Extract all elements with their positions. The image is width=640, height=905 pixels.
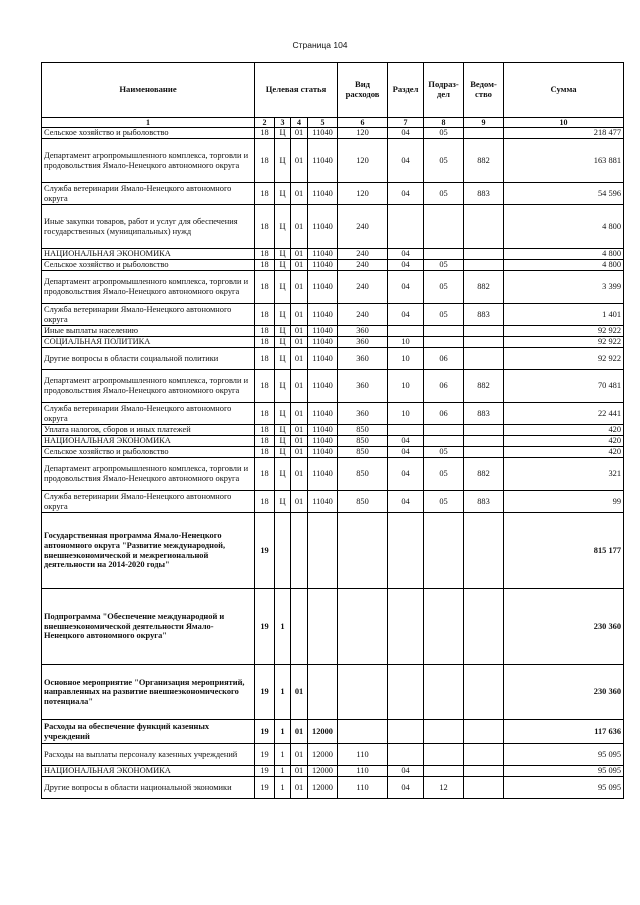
target-code-2: Ц — [275, 128, 291, 139]
budget-table — [41, 62, 624, 799]
target-code-2: 1 — [275, 589, 291, 665]
table-row — [42, 304, 624, 326]
amount: 92 922 — [504, 326, 624, 337]
target-code-3: 01 — [291, 128, 308, 139]
row-name: Основное мероприятие "Организация мероприятий, направленных на развитие внешнеэкономического потенциала" — [42, 665, 255, 720]
subsection-code: 05 — [424, 128, 464, 139]
target-code-2: Ц — [275, 436, 291, 447]
subsection-code: 05 — [424, 458, 464, 491]
column-number: 2 — [255, 118, 275, 128]
target-code-3: 01 — [291, 403, 308, 425]
amount: 92 922 — [504, 337, 624, 348]
column-number: 5 — [308, 118, 338, 128]
row-name: Департамент агропромышленного комплекса, торговли и продовольствия Ямало-Ненецкого автономного округа — [42, 370, 255, 403]
target-code-4: 11040 — [308, 326, 338, 337]
row-name: НАЦИОНАЛЬНАЯ ЭКОНОМИКА — [42, 766, 255, 777]
target-code-1: 19 — [255, 665, 275, 720]
target-code-1: 18 — [255, 326, 275, 337]
header-name: Наименование — [42, 63, 255, 118]
target-code-4: 11040 — [308, 249, 338, 260]
amount: 230 360 — [504, 665, 624, 720]
row-name: Департамент агропромышленного комплекса, торговли и продовольствия Ямало-Ненецкого автономного округа — [42, 271, 255, 304]
target-code-3: 01 — [291, 436, 308, 447]
table-row — [42, 249, 624, 260]
subsection-code — [424, 665, 464, 720]
target-code-1: 18 — [255, 128, 275, 139]
column-number: 4 — [291, 118, 308, 128]
subsection-code — [424, 326, 464, 337]
department-code: 883 — [464, 183, 504, 205]
section-code: 10 — [388, 348, 424, 370]
table-row — [42, 326, 624, 337]
section-code: 04 — [388, 447, 424, 458]
target-code-1: 18 — [255, 205, 275, 249]
row-name: Уплата налогов, сборов и иных платежей — [42, 425, 255, 436]
section-code: 04 — [388, 139, 424, 183]
subsection-code — [424, 513, 464, 589]
expense-type: 850 — [338, 425, 388, 436]
target-code-2: 1 — [275, 777, 291, 799]
expense-type: 120 — [338, 183, 388, 205]
expense-type: 360 — [338, 370, 388, 403]
target-code-1: 18 — [255, 183, 275, 205]
department-code — [464, 744, 504, 766]
section-code: 04 — [388, 766, 424, 777]
target-code-3: 01 — [291, 139, 308, 183]
department-code — [464, 205, 504, 249]
expense-type: 850 — [338, 458, 388, 491]
department-code — [464, 425, 504, 436]
row-name: Расходы на обеспечение функций казенных учреждений — [42, 720, 255, 744]
target-code-2: Ц — [275, 304, 291, 326]
department-code — [464, 513, 504, 589]
table-body — [42, 128, 624, 799]
table-row — [42, 589, 624, 665]
table-row — [42, 744, 624, 766]
row-name: Другие вопросы в области социальной политики — [42, 348, 255, 370]
target-code-2: Ц — [275, 403, 291, 425]
target-code-4: 11040 — [308, 183, 338, 205]
target-code-4: 11040 — [308, 458, 338, 491]
target-code-3: 01 — [291, 458, 308, 491]
expense-type — [338, 665, 388, 720]
department-code — [464, 777, 504, 799]
target-code-2: Ц — [275, 337, 291, 348]
target-code-1: 19 — [255, 744, 275, 766]
amount: 163 881 — [504, 139, 624, 183]
expense-type — [338, 589, 388, 665]
target-code-4: 12000 — [308, 720, 338, 744]
target-code-3: 01 — [291, 766, 308, 777]
section-code: 04 — [388, 249, 424, 260]
row-name: Иные закупки товаров, работ и услуг для обеспечения государственных (муниципальных) нужд — [42, 205, 255, 249]
table-row — [42, 260, 624, 271]
target-code-4 — [308, 513, 338, 589]
target-code-1: 19 — [255, 777, 275, 799]
column-number: 7 — [388, 118, 424, 128]
amount: 420 — [504, 436, 624, 447]
target-code-3: 01 — [291, 370, 308, 403]
target-code-2 — [275, 513, 291, 589]
subsection-code: 05 — [424, 183, 464, 205]
target-code-3: 01 — [291, 348, 308, 370]
subsection-code — [424, 205, 464, 249]
column-number: 3 — [275, 118, 291, 128]
target-code-1: 19 — [255, 513, 275, 589]
row-name: Иные выплаты населению — [42, 326, 255, 337]
row-name: Расходы на выплаты персоналу казенных учреждений — [42, 744, 255, 766]
section-code — [388, 665, 424, 720]
target-code-2: Ц — [275, 271, 291, 304]
amount: 3 399 — [504, 271, 624, 304]
expense-type: 850 — [338, 447, 388, 458]
target-code-4: 11040 — [308, 370, 338, 403]
header-type: Вид расходов — [338, 63, 388, 118]
department-code — [464, 249, 504, 260]
subsection-code — [424, 766, 464, 777]
subsection-code — [424, 337, 464, 348]
target-code-1: 18 — [255, 370, 275, 403]
expense-type — [338, 720, 388, 744]
section-code: 04 — [388, 128, 424, 139]
target-code-4: 11040 — [308, 348, 338, 370]
table-row — [42, 370, 624, 403]
target-code-2: Ц — [275, 458, 291, 491]
subsection-code — [424, 589, 464, 665]
section-code: 10 — [388, 403, 424, 425]
column-number: 8 — [424, 118, 464, 128]
target-code-4: 11040 — [308, 403, 338, 425]
subsection-code: 05 — [424, 260, 464, 271]
target-code-4: 11040 — [308, 205, 338, 249]
amount: 218 477 — [504, 128, 624, 139]
department-code — [464, 128, 504, 139]
amount: 4 800 — [504, 260, 624, 271]
table-row — [42, 777, 624, 799]
subsection-code: 06 — [424, 403, 464, 425]
target-code-4: 11040 — [308, 128, 338, 139]
target-code-3: 01 — [291, 304, 308, 326]
target-code-3: 01 — [291, 183, 308, 205]
section-code: 04 — [388, 777, 424, 799]
section-code — [388, 425, 424, 436]
header-sum: Сумма — [504, 63, 624, 118]
section-code: 04 — [388, 458, 424, 491]
section-code: 10 — [388, 370, 424, 403]
department-code: 882 — [464, 458, 504, 491]
target-code-1: 18 — [255, 491, 275, 513]
section-code — [388, 720, 424, 744]
department-code — [464, 348, 504, 370]
row-name: Подпрограмма "Обеспечение международной и внешнеэкономической деятельности Ямало-Ненецкого автономного округа" — [42, 589, 255, 665]
section-code: 10 — [388, 337, 424, 348]
target-code-3: 01 — [291, 777, 308, 799]
row-name: Департамент агропромышленного комплекса, торговли и продовольствия Ямало-Ненецкого автономного округа — [42, 139, 255, 183]
expense-type: 360 — [338, 326, 388, 337]
target-code-3: 01 — [291, 744, 308, 766]
target-code-3: 01 — [291, 447, 308, 458]
target-code-1: 18 — [255, 139, 275, 183]
row-name: Сельское хозяйство и рыболовство — [42, 260, 255, 271]
target-code-3: 01 — [291, 271, 308, 304]
target-code-3 — [291, 589, 308, 665]
target-code-2: 1 — [275, 766, 291, 777]
amount: 22 441 — [504, 403, 624, 425]
table-row — [42, 513, 624, 589]
department-code: 883 — [464, 304, 504, 326]
target-code-2: Ц — [275, 249, 291, 260]
section-code: 04 — [388, 436, 424, 447]
target-code-2: Ц — [275, 348, 291, 370]
amount: 92 922 — [504, 348, 624, 370]
row-name: СОЦИАЛЬНАЯ ПОЛИТИКА — [42, 337, 255, 348]
expense-type: 240 — [338, 304, 388, 326]
target-code-4: 11040 — [308, 304, 338, 326]
target-code-1: 18 — [255, 337, 275, 348]
page-label: Страница 104 — [292, 40, 348, 50]
target-code-4: 11040 — [308, 491, 338, 513]
target-code-3: 01 — [291, 665, 308, 720]
table-row — [42, 665, 624, 720]
section-code: 04 — [388, 304, 424, 326]
target-code-2: 1 — [275, 720, 291, 744]
target-code-1: 19 — [255, 589, 275, 665]
expense-type: 360 — [338, 348, 388, 370]
target-code-4: 11040 — [308, 271, 338, 304]
department-code — [464, 326, 504, 337]
subsection-code — [424, 720, 464, 744]
section-code — [388, 513, 424, 589]
header-section: Раздел — [388, 63, 424, 118]
row-name: Служба ветеринарии Ямало-Ненецкого автономного округа — [42, 183, 255, 205]
department-code: 883 — [464, 491, 504, 513]
target-code-2: Ц — [275, 205, 291, 249]
expense-type: 120 — [338, 139, 388, 183]
expense-type: 850 — [338, 436, 388, 447]
table-row — [42, 766, 624, 777]
expense-type: 110 — [338, 777, 388, 799]
amount: 95 095 — [504, 766, 624, 777]
table-row — [42, 447, 624, 458]
amount: 230 360 — [504, 589, 624, 665]
subsection-code: 05 — [424, 491, 464, 513]
target-code-1: 18 — [255, 436, 275, 447]
target-code-2: Ц — [275, 260, 291, 271]
subsection-code — [424, 249, 464, 260]
expense-type: 850 — [338, 491, 388, 513]
expense-type: 360 — [338, 403, 388, 425]
target-code-4: 12000 — [308, 744, 338, 766]
subsection-code: 12 — [424, 777, 464, 799]
row-name: Департамент агропромышленного комплекса, торговли и продовольствия Ямало-Ненецкого автономного округа — [42, 458, 255, 491]
amount: 1 401 — [504, 304, 624, 326]
amount: 4 800 — [504, 205, 624, 249]
target-code-4: 11040 — [308, 337, 338, 348]
section-code — [388, 326, 424, 337]
target-code-2: 1 — [275, 744, 291, 766]
expense-type: 120 — [338, 128, 388, 139]
subsection-code — [424, 436, 464, 447]
target-code-1: 18 — [255, 447, 275, 458]
section-code — [388, 205, 424, 249]
department-code — [464, 436, 504, 447]
target-code-1: 18 — [255, 403, 275, 425]
target-code-3: 01 — [291, 249, 308, 260]
table-row — [42, 348, 624, 370]
subsection-code: 06 — [424, 348, 464, 370]
amount: 95 095 — [504, 777, 624, 799]
table-row — [42, 139, 624, 183]
target-code-2: Ц — [275, 491, 291, 513]
row-name: Служба ветеринарии Ямало-Ненецкого автономного округа — [42, 403, 255, 425]
row-name: Сельское хозяйство и рыболовство — [42, 447, 255, 458]
expense-type: 240 — [338, 271, 388, 304]
department-code — [464, 260, 504, 271]
expense-type: 360 — [338, 337, 388, 348]
target-code-3: 01 — [291, 260, 308, 271]
target-code-1: 18 — [255, 348, 275, 370]
row-name: НАЦИОНАЛЬНАЯ ЭКОНОМИКА — [42, 249, 255, 260]
department-code: 882 — [464, 370, 504, 403]
row-name: НАЦИОНАЛЬНАЯ ЭКОНОМИКА — [42, 436, 255, 447]
row-name: Служба ветеринарии Ямало-Ненецкого автономного округа — [42, 491, 255, 513]
target-code-2: Ц — [275, 447, 291, 458]
target-code-3: 01 — [291, 491, 308, 513]
column-number-row — [42, 118, 624, 128]
target-code-1: 18 — [255, 249, 275, 260]
department-code: 882 — [464, 139, 504, 183]
target-code-4 — [308, 665, 338, 720]
amount: 95 095 — [504, 744, 624, 766]
subsection-code: 05 — [424, 447, 464, 458]
target-code-2: Ц — [275, 139, 291, 183]
target-code-2: Ц — [275, 425, 291, 436]
table-row — [42, 183, 624, 205]
expense-type: 240 — [338, 205, 388, 249]
amount: 420 — [504, 425, 624, 436]
department-code — [464, 665, 504, 720]
target-code-1: 19 — [255, 720, 275, 744]
column-number: 1 — [42, 118, 255, 128]
row-name: Другие вопросы в области национальной экономики — [42, 777, 255, 799]
department-code — [464, 337, 504, 348]
target-code-3: 01 — [291, 720, 308, 744]
header-row — [42, 63, 624, 118]
department-code — [464, 720, 504, 744]
table-row — [42, 128, 624, 139]
table-row — [42, 458, 624, 491]
target-code-4: 11040 — [308, 436, 338, 447]
table-row — [42, 403, 624, 425]
column-number: 10 — [504, 118, 624, 128]
target-code-1: 18 — [255, 304, 275, 326]
column-number: 9 — [464, 118, 504, 128]
table-row — [42, 271, 624, 304]
expense-type: 110 — [338, 744, 388, 766]
section-code: 04 — [388, 260, 424, 271]
target-code-1: 18 — [255, 271, 275, 304]
amount: 117 636 — [504, 720, 624, 744]
table-row — [42, 205, 624, 249]
table-row — [42, 720, 624, 744]
table-row — [42, 436, 624, 447]
target-code-3: 01 — [291, 425, 308, 436]
department-code — [464, 447, 504, 458]
target-code-3: 01 — [291, 205, 308, 249]
target-code-4: 11040 — [308, 139, 338, 183]
amount: 815 177 — [504, 513, 624, 589]
amount: 4 800 — [504, 249, 624, 260]
target-code-4: 12000 — [308, 777, 338, 799]
section-code — [388, 744, 424, 766]
target-code-1: 18 — [255, 458, 275, 491]
table-row — [42, 337, 624, 348]
section-code: 04 — [388, 491, 424, 513]
section-code: 04 — [388, 271, 424, 304]
department-code — [464, 766, 504, 777]
expense-type: 240 — [338, 260, 388, 271]
section-code — [388, 589, 424, 665]
amount: 99 — [504, 491, 624, 513]
amount: 321 — [504, 458, 624, 491]
target-code-4 — [308, 589, 338, 665]
table-row — [42, 425, 624, 436]
row-name: Государственная программа Ямало-Ненецкого автономного округа "Развитие международной, внешнеэкономической и межрегиональной деятельности на 2014-2020 годы" — [42, 513, 255, 589]
target-code-1: 19 — [255, 766, 275, 777]
target-code-4: 11040 — [308, 447, 338, 458]
department-code — [464, 589, 504, 665]
expense-type: 240 — [338, 249, 388, 260]
expense-type: 110 — [338, 766, 388, 777]
target-code-3: 01 — [291, 337, 308, 348]
header-department: Ведом-ство — [464, 63, 504, 118]
subsection-code — [424, 425, 464, 436]
header-subsection: Подраз-дел — [424, 63, 464, 118]
expense-type — [338, 513, 388, 589]
subsection-code: 06 — [424, 370, 464, 403]
subsection-code: 05 — [424, 304, 464, 326]
subsection-code: 05 — [424, 271, 464, 304]
row-name: Служба ветеринарии Ямало-Ненецкого автономного округа — [42, 304, 255, 326]
target-code-4: 12000 — [308, 766, 338, 777]
section-code: 04 — [388, 183, 424, 205]
target-code-4: 11040 — [308, 260, 338, 271]
amount: 420 — [504, 447, 624, 458]
target-code-1: 18 — [255, 260, 275, 271]
table-row — [42, 491, 624, 513]
row-name: Сельское хозяйство и рыболовство — [42, 128, 255, 139]
column-number: 6 — [338, 118, 388, 128]
target-code-2: 1 — [275, 665, 291, 720]
amount: 54 596 — [504, 183, 624, 205]
subsection-code — [424, 744, 464, 766]
target-code-2: Ц — [275, 370, 291, 403]
target-code-4: 11040 — [308, 425, 338, 436]
target-code-2: Ц — [275, 183, 291, 205]
amount: 70 481 — [504, 370, 624, 403]
target-code-2: Ц — [275, 326, 291, 337]
department-code: 883 — [464, 403, 504, 425]
subsection-code: 05 — [424, 139, 464, 183]
target-code-3 — [291, 513, 308, 589]
department-code: 882 — [464, 271, 504, 304]
header-target: Целевая статья — [255, 63, 338, 118]
target-code-1: 18 — [255, 425, 275, 436]
target-code-3: 01 — [291, 326, 308, 337]
